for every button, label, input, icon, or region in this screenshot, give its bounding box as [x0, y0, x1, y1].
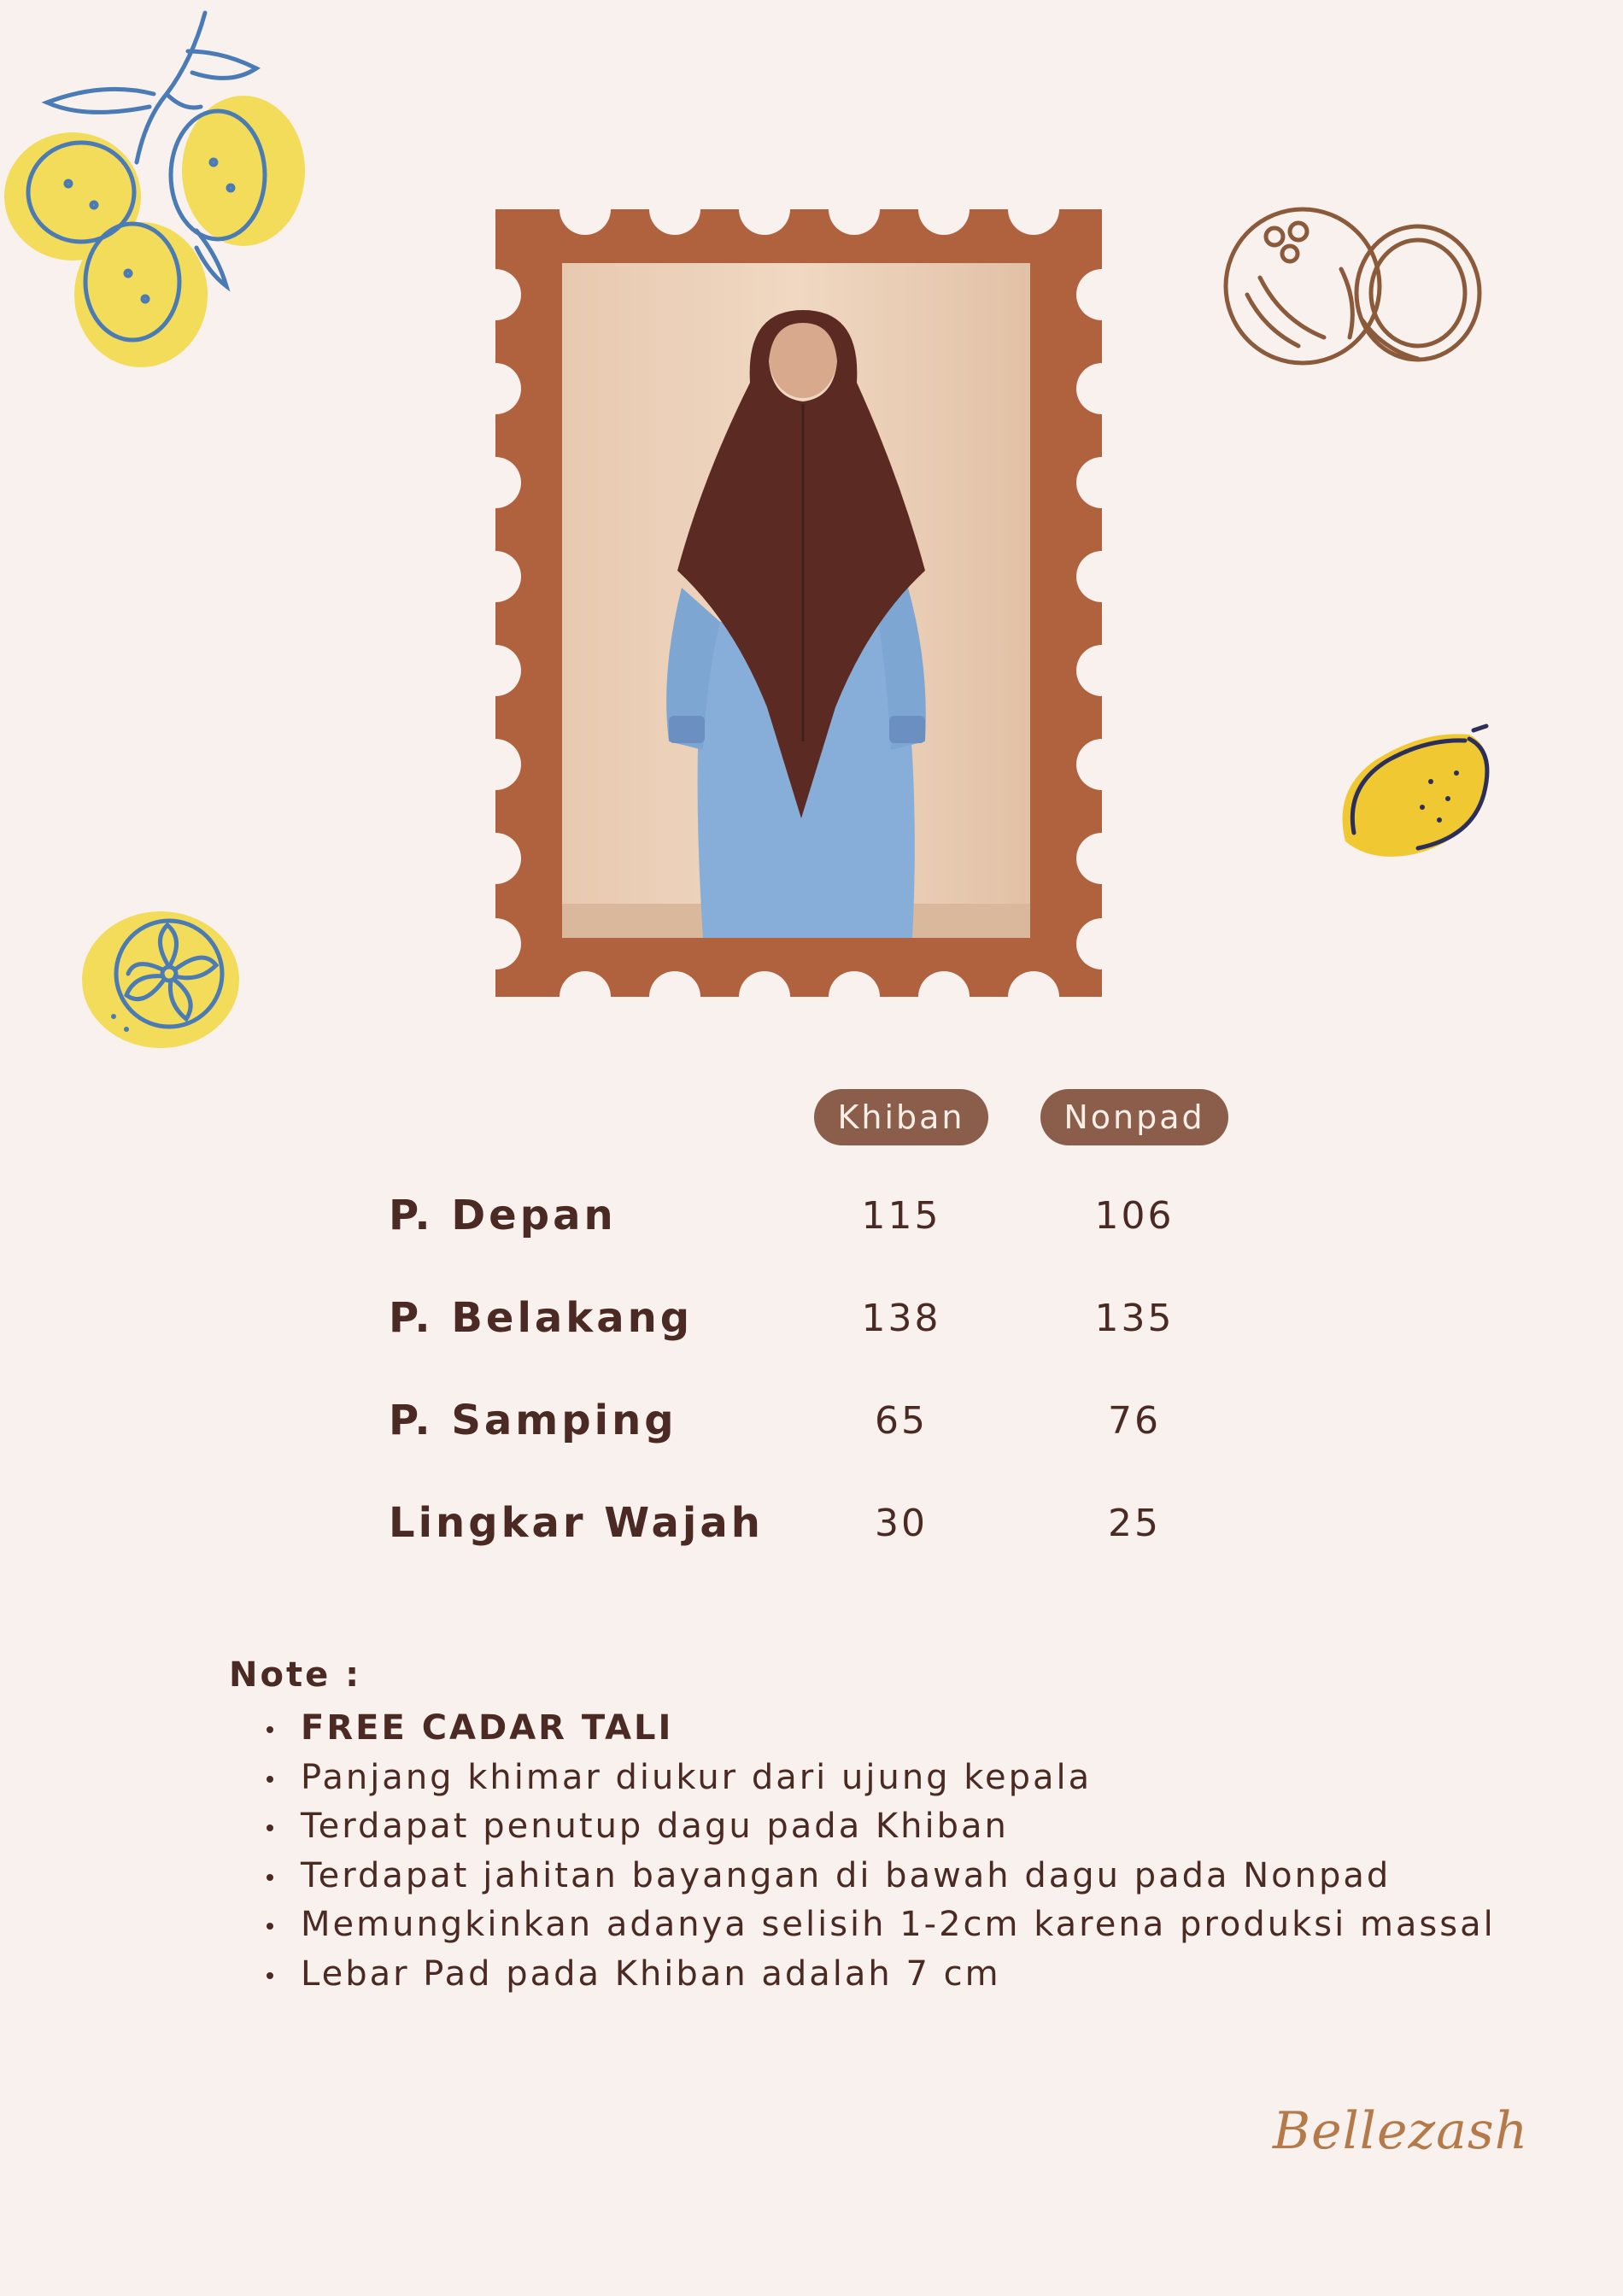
note-item: Panjang khimar diukur dari ujung kepala [265, 1754, 1496, 1803]
cell-lingkar-wajah-nonpad: 25 [1108, 1502, 1161, 1545]
cell-p-belakang-khiban: 138 [861, 1297, 941, 1340]
cell-p-depan-khiban: 115 [861, 1194, 941, 1238]
note-title: Note : [229, 1655, 362, 1695]
cell-p-samping-khiban: 65 [875, 1399, 928, 1443]
column-header-khiban: Khiban [814, 1089, 988, 1145]
row-label-p-depan: P. Depan [389, 1192, 617, 1239]
lemon-branch-icon [0, 0, 325, 384]
row-label-p-samping: P. Samping [389, 1397, 677, 1444]
row-label-lingkar-wajah: Lingkar Wajah [389, 1499, 764, 1547]
cell-p-depan-nonpad: 106 [1094, 1194, 1175, 1238]
product-photo [562, 263, 1030, 938]
lemon-slice-icon [75, 901, 246, 1055]
note-item: Lebar Pad pada Khiban adalah 7 cm [265, 1950, 1496, 2000]
column-header-nonpad: Nonpad [1040, 1089, 1228, 1145]
cell-p-samping-nonpad: 76 [1108, 1399, 1161, 1443]
note-item: Terdapat jahitan bayangan di bawah dagu pada Nonpad [265, 1852, 1496, 1901]
row-label-p-belakang: P. Belakang [389, 1294, 694, 1342]
note-item: FREE CADAR TALI [265, 1704, 1496, 1754]
cell-lingkar-wajah-khiban: 30 [875, 1502, 928, 1545]
cell-p-belakang-nonpad: 135 [1094, 1297, 1175, 1340]
brand-logo: Bellezash [1273, 2101, 1529, 2161]
lemon-icon [1328, 713, 1499, 867]
note-item: Terdapat penutup dagu pada Khiban [265, 1802, 1496, 1852]
note-item: Memungkinkan adanya selisih 1-2cm karena produksi massal [265, 1901, 1496, 1950]
notes-list [265, 1704, 1496, 1999]
coconut-icon [1213, 201, 1486, 380]
